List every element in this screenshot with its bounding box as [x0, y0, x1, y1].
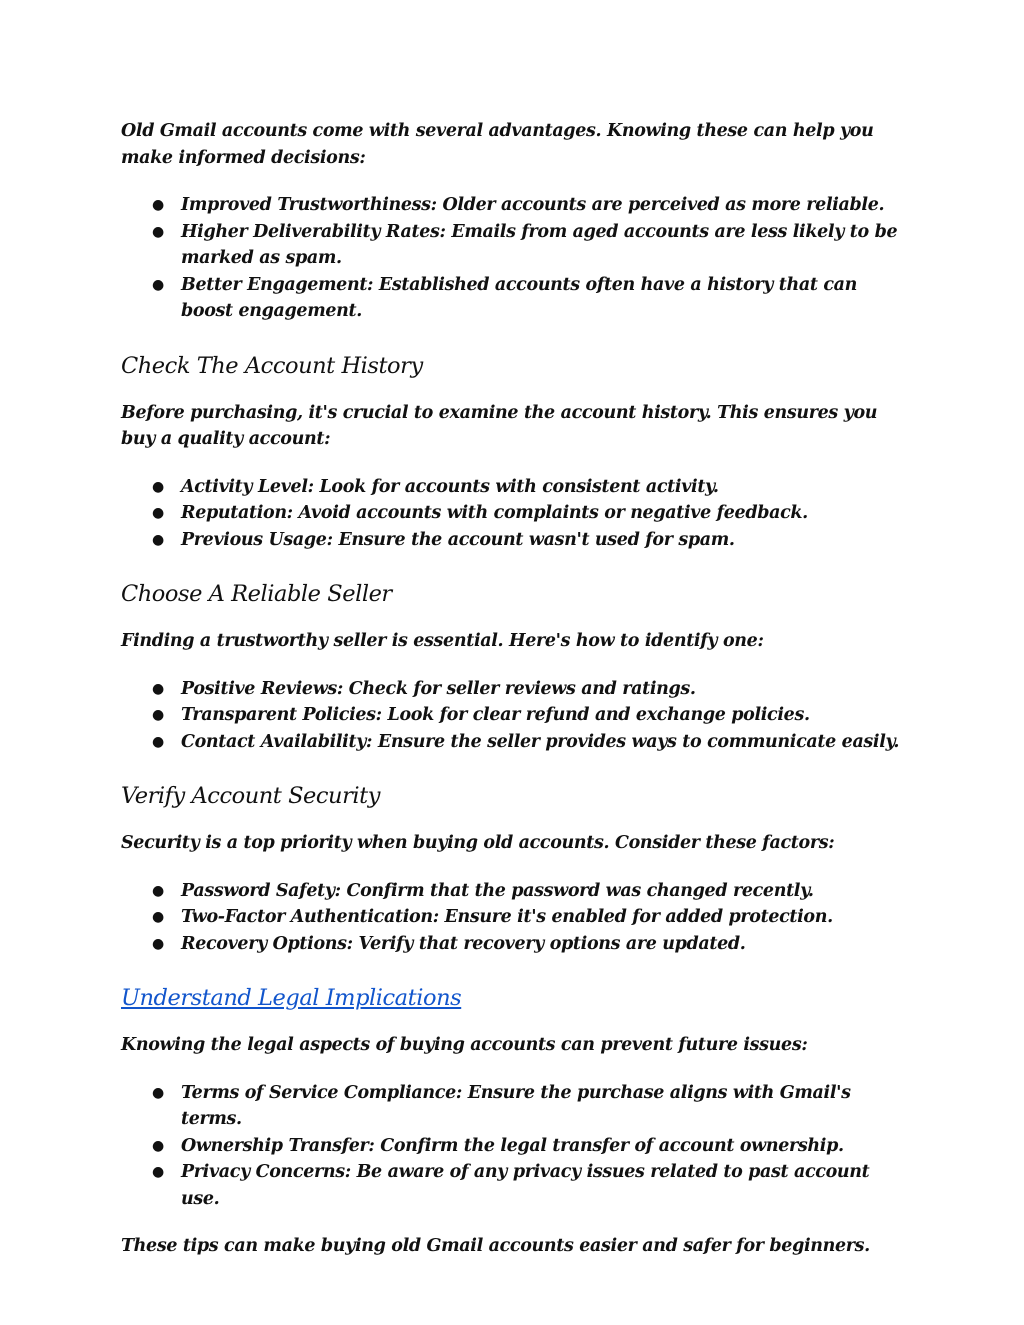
- intro-paragraph: Old Gmail accounts come with several advantages. Knowing these can help you make informed decisions:: [121, 121, 874, 168]
- section-paragraph: Security is a top priority when buying old accounts. Consider these factors:: [121, 833, 835, 853]
- list-item: ● Privacy Concerns: Be aware of any privacy issues related to past account use.: [121, 1159, 911, 1212]
- section-paragraph: Before purchasing, it's crucial to examine the account history. This ensures you buy a quality account:: [121, 402, 878, 449]
- list-item: ● Recovery Options: Verify that recovery options are updated.: [121, 931, 911, 958]
- section-heading: Verify Account Security: [121, 783, 380, 809]
- document-page: [121, 118, 911, 1260]
- section-heading: Check The Account History: [121, 352, 423, 379]
- section-paragraph: Finding a trustworthy seller is essential. Here's how to identify one:: [121, 631, 764, 651]
- bullet-icon: ●: [152, 276, 164, 293]
- section-heading: Choose A Reliable Seller: [121, 581, 392, 607]
- closing-paragraph: These tips can make buying old Gmail accounts easier and safer for beginners.: [121, 1236, 870, 1256]
- legal-implications-list: [121, 1080, 911, 1213]
- section-heading: [121, 983, 911, 1013]
- list-item: ● Reputation: Avoid accounts with complaints or negative feedback.: [121, 500, 911, 527]
- list-item: ● Ownership Transfer: Confirm the legal transfer of account ownership.: [121, 1133, 911, 1160]
- bullet-icon: ●: [152, 197, 164, 213]
- bullet-icon: ●: [152, 478, 164, 495]
- bullet-icon: ●: [152, 1137, 164, 1154]
- section-paragraph: Knowing the legal aspects of buying accounts can prevent future issues:: [121, 1035, 808, 1055]
- list-item: ● Better Engagement: Established accounts often have a history that can boost engagement.: [121, 272, 911, 325]
- bullet-icon: ●: [152, 733, 164, 750]
- list-item: ● Higher Deliverability Rates: Emails from aged accounts are less likely to be marked as spam.: [121, 219, 911, 272]
- account-security-list: [121, 878, 911, 958]
- bullet-icon: ●: [152, 223, 164, 240]
- bullet-icon: ●: [152, 680, 164, 697]
- bullet-icon: ●: [152, 531, 164, 548]
- bullet-icon: ●: [152, 505, 164, 521]
- list-item: ● Two-Factor Authentication: Ensure it's enabled for added protection.: [121, 904, 911, 931]
- list-item: ● Contact Availability: Ensure the seller provides ways to communicate easily.: [121, 729, 911, 756]
- list-item: ● Transparent Policies: Look for clear refund and exchange policies.: [121, 702, 911, 729]
- advantages-list: [121, 192, 911, 325]
- bullet-icon: ●: [152, 1164, 164, 1180]
- bullet-icon: ●: [152, 1084, 164, 1101]
- list-item: ● Password Safety: Confirm that the password was changed recently.: [121, 878, 911, 905]
- list-item: ● Terms of Service Compliance: Ensure the purchase aligns with Gmail's terms.: [121, 1080, 911, 1133]
- bullet-icon: ●: [152, 935, 164, 952]
- list-item: ● Positive Reviews: Check for seller reviews and ratings.: [121, 676, 911, 703]
- list-item: ● Improved Trustworthiness: Older accounts are perceived as more reliable.: [121, 192, 911, 219]
- bullet-icon: ●: [152, 707, 164, 723]
- legal-implications-link[interactable]: Understand Legal Implications: [121, 985, 462, 1011]
- list-item: ● Previous Usage: Ensure the account wasn't used for spam.: [121, 527, 911, 554]
- bullet-icon: ●: [152, 882, 164, 899]
- account-history-list: [121, 474, 911, 554]
- reliable-seller-list: [121, 676, 911, 756]
- bullet-icon: ●: [152, 909, 164, 925]
- list-item: ● Activity Level: Look for accounts with consistent activity.: [121, 474, 911, 501]
